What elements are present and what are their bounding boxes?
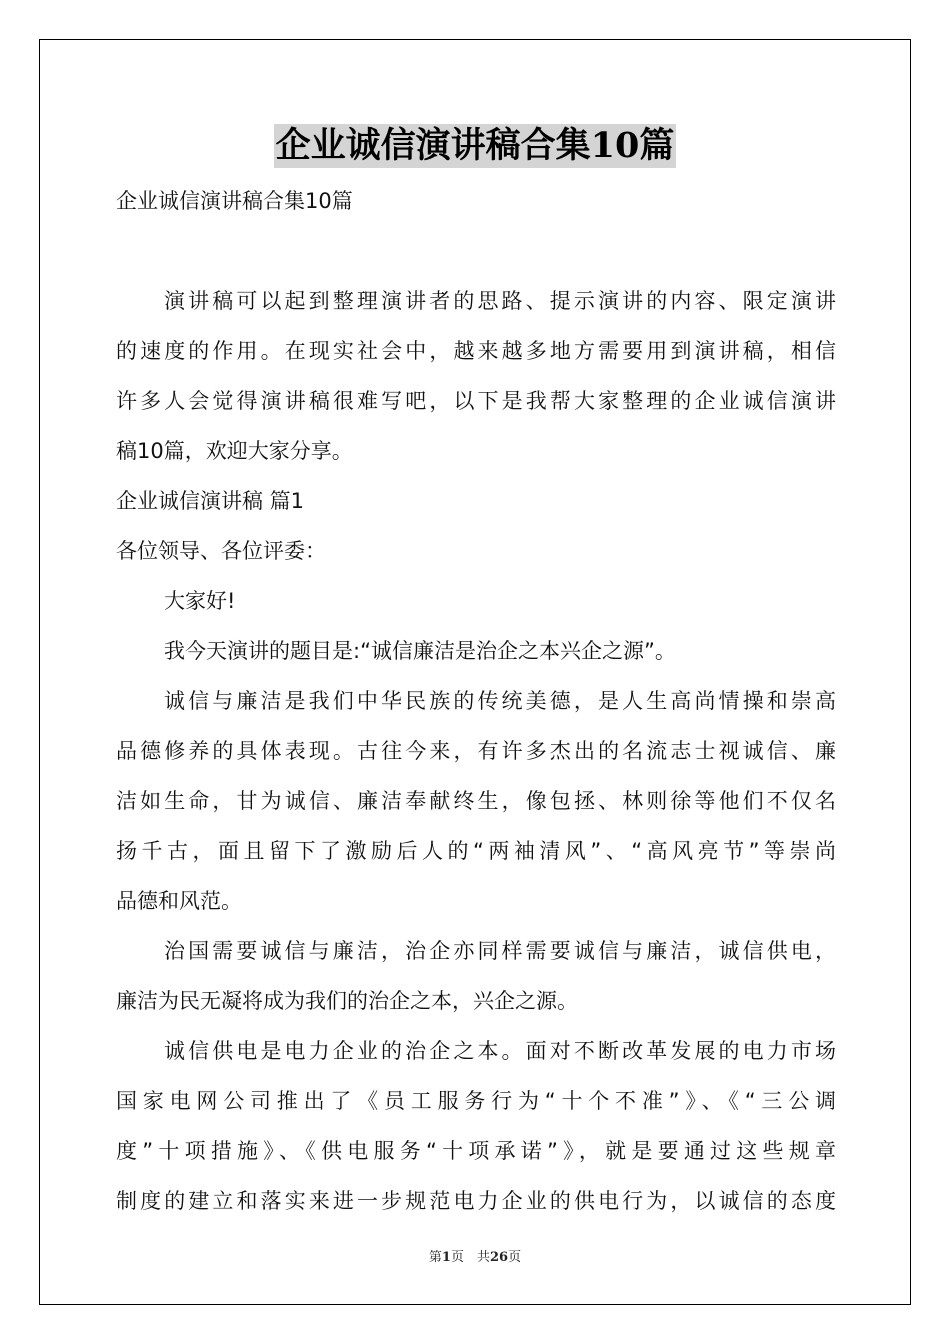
paragraph-line: 演讲稿可以起到整理演讲者的思路、提示演讲的内容、限定演讲 [164, 289, 836, 313]
paragraph-line: 诚信供电是电力企业的治企之本。面对不断改革发展的电力市场 [164, 1039, 836, 1063]
document-body [116, 176, 836, 1226]
paragraph-line: 的速度的作用。在现实社会中，越来越多地方需要用到演讲稿，相信 [116, 339, 836, 363]
paragraph-line: 制度的建立和落实来进一步规范电力企业的供电行为，以诚信的态度 [116, 1189, 836, 1213]
paragraph-line: 洁如生命，甘为诚信、廉洁奉献终生，像包拯、林则徐等他们不仅名 [116, 789, 836, 813]
document-title: 企业诚信演讲稿合集10篇 [275, 125, 675, 166]
paragraph-line: 扬千古，面且留下了激励后人的“两袖清风”、“高风亮节”等崇尚 [116, 839, 836, 863]
paragraph-line: 度”十项措施》、《供电服务“十项承诺”》，就是要通过这些规章 [116, 1139, 836, 1163]
paragraph-line: 国家电网公司推出了《员工服务行为“十个不准”》、《“三公调 [116, 1089, 836, 1113]
page-total: 26 [489, 1250, 509, 1265]
title-container [0, 124, 950, 168]
paragraph-line: 我今天演讲的题目是:“诚信廉洁是治企之本兴企之源”。 [164, 639, 676, 663]
paragraph-line: 许多人会觉得演讲稿很难写吧，以下是我帮大家整理的企业诚信演讲 [116, 389, 836, 413]
paragraph-line: 稿10篇，欢迎大家分享。 [116, 439, 353, 463]
section-heading: 企业诚信演讲稿 篇1 [116, 489, 305, 513]
paragraph-line: 廉洁为民无凝将成为我们的治企之本，兴企之源。 [116, 989, 578, 1013]
paragraph-line: 治国需要诚信与廉洁，治企亦同样需要诚信与廉洁，诚信供电， [164, 939, 836, 963]
paragraph-line: 品德修养的具体表现。古往今来，有许多杰出的名流志士视诚信、廉 [116, 739, 836, 763]
paragraph-line: 品德和风范。 [116, 889, 242, 913]
subtitle-line: 企业诚信演讲稿合集10篇 [116, 189, 353, 213]
page-label-suffix: 页 [508, 1250, 522, 1265]
page-footer [0, 1246, 950, 1265]
paragraph-line: 诚信与廉洁是我们中华民族的传统美德，是人生高尚情操和崇高 [164, 689, 836, 713]
salutation: 各位领导、各位评委： [116, 539, 326, 563]
greeting: 大家好! [164, 589, 236, 613]
page-label-prefix: 第 [428, 1250, 442, 1265]
page-label-mid: 页 共 [450, 1250, 490, 1265]
page-number: 1 [441, 1250, 451, 1265]
